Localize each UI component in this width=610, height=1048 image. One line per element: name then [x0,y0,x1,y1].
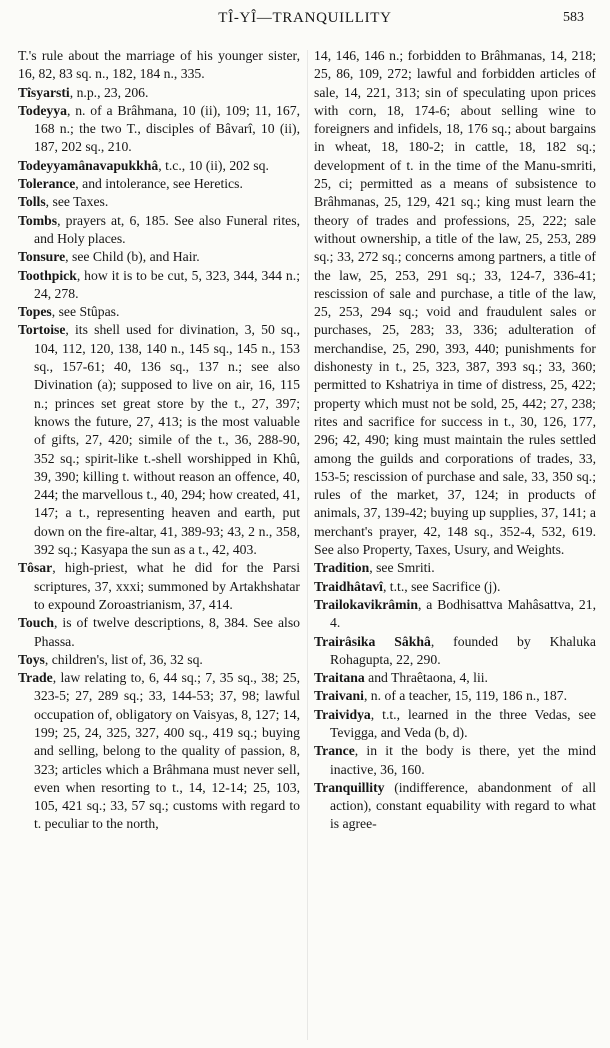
index-entry [314,559,596,577]
index-headword: Tîsyarsti [18,84,70,100]
index-entry-text: , high-priest, what he did for the Parsi scriptures, 37, xxxi; summoned by Artakhshatar to expound Zoroastrianism, 37, 414. [34,560,300,612]
index-entry-continuation [18,47,300,84]
index-headword: Traidhâtavî [314,578,383,594]
index-entry-text: , n. of a Brâhmana, 10 (ii), 109; 11, 167, 168 n.; the two T., disciples of Bâvarî, 10 (ii), 187, 202 sq., 210. [34,102,300,155]
index-entry-text: , its shell used for divination, 3, 50 sq., 104, 112, 120, 138, 140 n., 145 sq., 145 n., 153 sq., 157-61; 40, 136 sq., 137 n.; see also Divination (a); supposed to live on air, 16, 115 n.; princes set great store by the t., 27, 397; knows the future, 27, 413; is the most valuable of gifts, 27, 420; simile of the t., 36, 288-90, 352 sq.; spirit-like t.-shell worshipped in Khû, 39, 390; killing t. without reason an offence, 40, 244; the marvellous t., 40, 294; how created, 41, 147; a t., representing heaven and earth, put down on the fire-altar, 41, 389-93; 43, 2 n., 358, 392 sq.; Kasyapa the sun as a t., 42, 403. [34,322,300,558]
index-headword: Tradition [314,560,370,576]
index-entry [314,633,596,670]
index-entry [18,102,300,157]
index-entry-text: , children's, list of, 36, 32 sq. [44,651,203,667]
index-entry-text: 14, 146, 146 n.; forbidden to Brâhmanas, 14, 218; 25, 86, 109, 272; lawful and forbidden articles of sale, 14, 221, 313; sin of speculating upon prices with corn, 18, 174-6; about selling wine to foreigners and infidels, 18, 176 sq.; about bargains in wheat, 18, 180-2; in cattle, 18, 182 sq.; development of t. in the time of the Manu-smriti, 25, ci; permitted as a means of subsistence to Brâhmanas, 25, 129, 421 sq.; king must learn the theory of trades and professions, 25, 222; sale without ownership, a title of the law, 25, 253, 289 sq.; 33, 272 sq.; concerns among partners, a title of the law, 25, 253, 291 sq.; 33, 124-7, 336-41; rescission of sale and purchase, a title of the law, 25, 253, 294 sq.; void and fraudulent sales or purchases, 25, 283; 33, 336; adulteration of merchandise, 25, 290, 393, 440; punishments for dishonesty in t., 25, 323, 387, 393 sq.; 33, 360; permitted to Kshatriya in time of distress, 25, 422; property which must not be sold, 25, 442; 27, 238; rites and sacrifice for success in t., 30, 126, 177, 296; 42, 490; king must maintain the rules settled among the guilds and corporations of trades, 33, 153-5; rescission of purchase and sale, 33, 350 sq.; rules of the market, 37, 124; in products of animals, 37, 139-42; buying up supplies, 37, 141; a merchant's prayer, 42, 148 sq., 352-4, 532, 619. See also Property, Taxes, Usury, and Weights. [314,48,596,558]
index-headword: Tonsure [18,249,66,265]
index-entry-text: , n.p., 23, 206. [69,84,149,100]
index-entry-text: , law relating to, 6, 44 sq.; 7, 35 sq., 38; 25, 323-5; 27, 289 sq.; 33, 144-53; 37, 98; lawful occupation of, obligatory on Vaisyas, 8, 127; 14, 199; 25, 24, 325, 327, 400 sq., 419 sq.; buying and selling, belong to the quality of passion, 8, 323; articles which a Brâhmana must never sell, even when resorting to t., 14, 12-14; 25, 103, 105, 421 sq.; 33, 57 sq.; customs with regard to t. peculiar to the north, [34,670,300,832]
index-headword: Trade [18,670,53,686]
index-headword: Traivani [314,688,364,704]
index-entry-text: T.'s rule about the marriage of his younger sister, 16, 82, 83 sq. n., 182, 184 n., 335. [18,48,300,82]
index-headword: Touch [18,615,55,631]
index-entry-text: , and intolerance, see Heretics. [75,176,243,192]
index-entry [18,248,300,266]
index-headword: Todeyya [18,102,67,118]
index-entry-text: , t.t., see Sacrifice (j). [382,578,501,594]
index-entry-text: , see Child (b), and Hair. [65,249,200,265]
index-entry [314,578,596,596]
index-headword: Traitana [314,670,365,686]
index-entry-text: , see Stûpas. [51,304,120,320]
index-column-left [18,47,300,834]
index-headword: Tortoise [18,322,66,338]
index-entry-text: , t.c., 10 (ii), 202 sq. [158,157,269,173]
index-headword: Trairâsika Sâkhâ [314,633,431,649]
index-entry-text: , a Bodhisattva Mahâsattva, 21, 4. [330,596,596,631]
index-entry [18,175,300,193]
running-head: TÎ-YÎ—TRANQUILLITY [218,10,392,26]
index-headword: Todeyyamânavapukkhâ [18,157,159,173]
index-headword: Topes [18,304,52,320]
index-entry [18,212,300,249]
index-entry-text: , founded by Khaluka Rohagupta, 22, 290. [330,633,596,667]
index-headword: Tolerance [18,176,76,192]
index-entry [18,84,300,102]
index-headword: Tôsar [18,560,53,576]
index-headword: Trance [314,743,355,759]
index-entry [18,303,300,321]
index-entry [18,157,300,175]
index-headword: Tombs [18,212,58,228]
index-entry-text: , t.t., learned in the three Vedas, see Tevigga, and Veda (b, d). [330,706,596,740]
index-entry [314,742,596,779]
index-entry [18,614,300,651]
index-entry-continuation [314,47,596,559]
index-entry [314,669,596,687]
index-entry-text: (indifference, abandonment of all action), constant equability with regard to what is agree- [330,779,596,832]
index-headword: Toys [18,651,45,667]
index-column-right [314,47,596,834]
index-entry [18,267,300,304]
index-entry [18,559,300,614]
index-entry [18,669,300,834]
index-headword: Tranquillity [314,779,385,795]
column-gutter [307,50,308,1040]
index-entry-text: , is of twelve descriptions, 8, 384. See also Phassa. [34,615,300,649]
index-entry-text: , how it is to be cut, 5, 323, 344, 344 n.; 24, 278. [34,267,300,301]
index-entry-text: , see Smriti. [369,560,435,576]
index-entry [18,651,300,669]
index-entry [314,706,596,743]
index-entry [314,596,596,633]
index-headword: Toothpick [18,267,77,283]
index-entry-text: , prayers at, 6, 185. See also Funeral rites, and Holy places. [34,212,300,246]
page-number: 583 [563,10,584,25]
page-header [0,0,610,44]
index-entry-text: , n. of a teacher, 15, 119, 186 n., 187. [363,688,568,704]
index-entry-text: , see Taxes. [45,194,109,210]
index-entry [314,687,596,705]
index-headword: Tolls [18,194,46,210]
index-headword: Trailokavikrâmin [314,596,418,612]
index-entry [18,193,300,211]
index-headword: Traividya [314,706,371,722]
index-entry-text: , in it the body is there, yet the mind inactive, 36, 160. [330,743,596,777]
index-entry [18,321,300,559]
index-entry [314,779,596,834]
index-entry-text: and Thraêtaona, 4, lii. [364,670,488,686]
